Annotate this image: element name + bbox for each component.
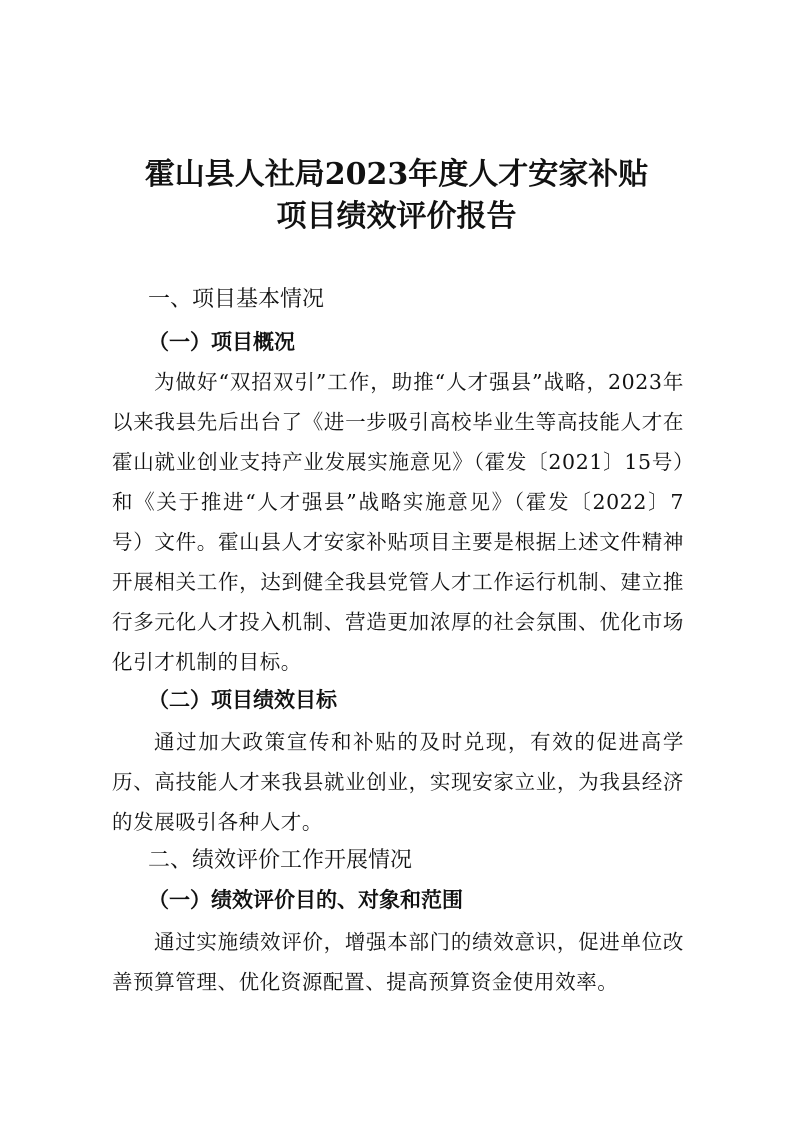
paragraph-overview: 为做好“双招双引”工作，助推“人才强县”战略，2023年以来我县先后出台了《进一步吸引高校毕业生等高技能人才在霍山就业创业支持产业发展实施意见》（霍发〔2021〕15号）和《关于推进“人才强县”战略实施意见》（霍发〔2022〕7号）文件。霍山县人才安家补贴项目主要是根据上述文件精神开展相关工作，达到健全我县党管人才工作运行机制、建立推行多元化人才投入机制、营造更加浓厚的社会氛围、优化市场化引才机制的目标。 (112, 370, 684, 674)
paragraph-performance-goal: 通过加大政策宣传和补贴的及时兑现，有效的促进高学历、高技能人才来我县就业创业，实现安家立业，为我县经济的发展吸引各种人才。 (112, 730, 684, 834)
section-heading-evaluation-work: 二、绩效评价工作开展情况 (148, 848, 413, 873)
subsection-heading-overview: （一）项目概况 (148, 329, 295, 354)
subsection-heading-performance-goal: （二）项目绩效目标 (148, 687, 337, 712)
section-heading-basic-info: 一、项目基本情况 (148, 287, 325, 312)
paragraph-evaluation-scope: 通过实施绩效评价，增强本部门的绩效意识，促进单位改善预算管理、优化资源配置、提高预算资金使用效率。 (112, 930, 684, 994)
document-title-line-2: 项目绩效评价报告 (276, 199, 517, 234)
document-title-line-1: 霍山县人社局2023年度人才安家补贴 (144, 157, 649, 192)
subsection-heading-evaluation-scope: （一）绩效评价目的、对象和范围 (148, 887, 463, 912)
